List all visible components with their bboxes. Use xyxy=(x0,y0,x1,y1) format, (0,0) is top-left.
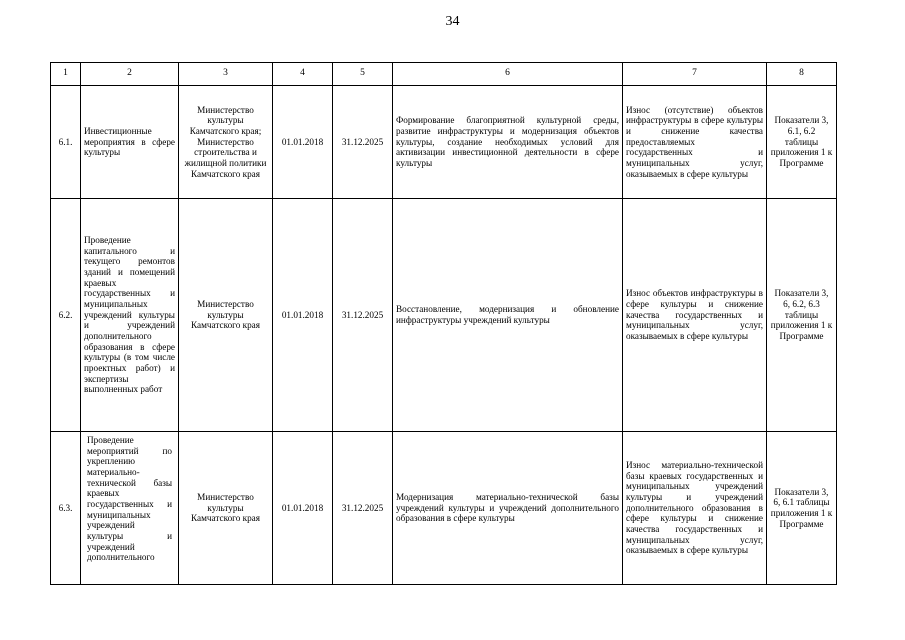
header-cell-4: 4 xyxy=(273,63,333,86)
header-cell-6: 6 xyxy=(393,63,623,86)
start-date: 01.01.2018 xyxy=(273,199,333,432)
header-cell-1: 1 xyxy=(51,63,81,86)
header-cell-8: 8 xyxy=(767,63,837,86)
header-cell-2: 2 xyxy=(81,63,179,86)
header-cell-5: 5 xyxy=(333,63,393,86)
measure-name-cell xyxy=(81,432,179,585)
start-date: 01.01.2018 xyxy=(273,86,333,199)
measure-name: Инвестиционные мероприятия в сфере культуры xyxy=(81,86,179,199)
related-indicators: Показатели 3, 6, 6.1 таблицы приложения 1 к Программе xyxy=(767,432,837,585)
table-row xyxy=(51,199,837,432)
table-row xyxy=(51,432,837,585)
end-date: 31.12.2025 xyxy=(333,199,393,432)
measure-name: Проведение капитального и текущего ремонтов зданий и помещений краевых государственных и муниципальных учреждений культуры и учреждений дополнительного образования в сфере культуры (в том числе проектных работ) и экспертизы выполненных работ xyxy=(81,199,179,432)
related-indicators: Показатели 3, 6, 6.2, 6.3 таблицы приложения 1 к Программе xyxy=(767,199,837,432)
non-implementation-consequence: Износ материально-технической базы краевых государственных и муниципальных учреждений культуры и учреждений дополнительного образования в сфере культуры и снижение качества государственных и муниципальных услуг, оказываемых в сфере культуры xyxy=(623,432,767,585)
header-cell-3: 3 xyxy=(179,63,273,86)
table-row xyxy=(51,86,837,199)
start-date: 01.01.2018 xyxy=(273,432,333,585)
non-implementation-consequence: Износ объектов инфраструктуры в сфере культуры и снижение качества государственных и муниципальных услуг, оказываемых в сфере культуры xyxy=(623,199,767,432)
row-number: 6.1. xyxy=(51,86,81,199)
end-date: 31.12.2025 xyxy=(333,86,393,199)
related-indicators: Показатели 3, 6.1, 6.2 таблицы приложения 1 к Программе xyxy=(767,86,837,199)
row-number: 6.3. xyxy=(51,432,81,585)
executor: Министерство культуры Камчатского края xyxy=(179,199,273,432)
expected-result: Восстановление, модернизация и обновление инфраструктуры учреждений культуры xyxy=(393,199,623,432)
end-date: 31.12.2025 xyxy=(333,432,393,585)
expected-result: Модернизация материально-технической базы учреждений культуры и учреждений дополнительного образования в сфере культуры xyxy=(393,432,623,585)
measure-name: Проведение мероприятий по укреплению материально-технической базы краевых государственных и муниципальных учреждений культуры и учреждений дополнительного xyxy=(87,435,172,563)
header-row xyxy=(51,63,837,86)
header-cell-7: 7 xyxy=(623,63,767,86)
row-number: 6.2. xyxy=(51,199,81,432)
executor: Министерство культуры Камчатского края; Министерство строительства и жилищной политики Камчатского края xyxy=(179,86,273,199)
expected-result: Формирование благоприятной культурной среды, развитие инфраструктуры и модернизация объектов культуры, создание необходимых условий для активизации инвестиционной деятельности в сфере культуры xyxy=(393,86,623,199)
program-measures-table xyxy=(50,62,837,585)
executor: Министерство культуры Камчатского края xyxy=(179,432,273,585)
page-number: 34 xyxy=(445,14,460,29)
non-implementation-consequence: Износ (отсутствие) объектов инфраструктуры в сфере культуры и снижение качества предоставляемых государственных и муниципальных услуг, оказываемых в сфере культуры xyxy=(623,86,767,199)
